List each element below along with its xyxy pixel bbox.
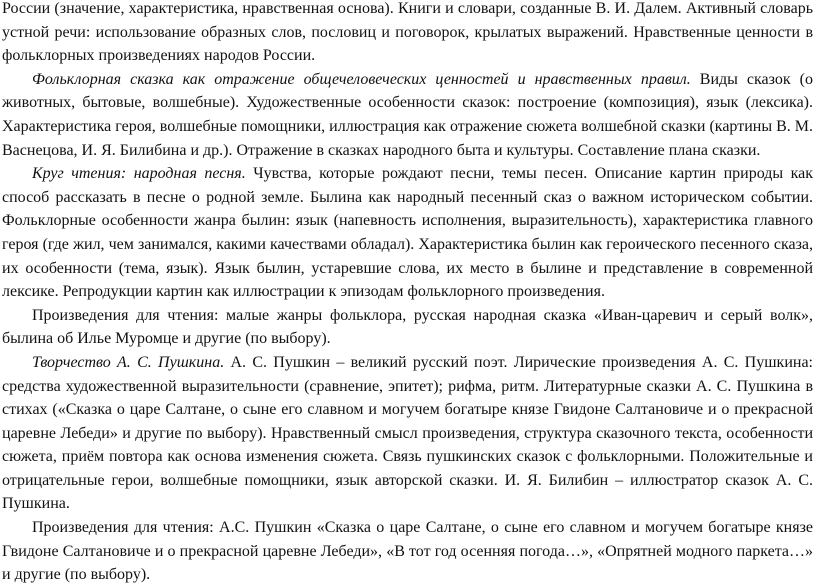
paragraph-text: Чувства, которые рождают песни, темы песен. Описание картин природы как способ рассказать в песне о родной земле. Былина как народный песенный сказ о важном историческом событии. Фольклорные особенности жанра былин: язык (напевность исполнения, выразительность), характеристика главного героя (где жил, чем занимался, какими качествами обладал). Характеристика былин как героического песенного сказа, их особенности (тема, язык). Язык былин, устаревшие слова, их место в былине и представление в современной лексике. Репродукции картин как иллюстрации к эпизодам фольклорного произведения. [2, 165, 814, 301]
paragraph-text: Произведения для чтения: А.С. Пушкин «Сказка о царе Салтане, о сыне его славном и могучем богатыре князе Гвидоне Салтановиче и о прекрасной царевне Лебеди», «В тот год осенняя погода…», «Опрятней модного паркета…» и другие (по выбору). [2, 519, 813, 584]
section-heading: Творчество А. С. Пушкина. [32, 353, 225, 371]
paragraph-folk-tale [2, 68, 813, 162]
paragraph-folk-song [2, 162, 813, 304]
paragraph-text: России (значение, характеристика, нравственная основа). Книги и словари, созданные В. И. Далем. Активный словарь устной речи: использование образных слов, пословиц и поговорок, крылатых выражений. Нравственные ценности в фольклорных произведениях народов России. [2, 0, 813, 65]
section-heading: Фольклорная сказка как отражение общечеловеческих ценностей и нравственных правил. [32, 70, 691, 88]
paragraph-text: А. С. Пушкин – великий русский поэт. Лирические произведения А. С. Пушкина: средства художественной выразительности (сравнение, эпитет); рифма, ритм. Литературные сказки А. С. Пушкина в стихах («Сказка о царе Салтане, о сыне его славном и могучем богатыре князе Гвидоне Салтановиче и о прекрасной царевне Лебеди» и другие по выбору). Нравственный смысл произведения, структура сказочного текста, особенности сюжета, приём повтора как основа изменения сюжета. Связь пушкинских сказок с фольклорными. Положительные и отрицательные герои, волшебные помощники, язык авторской сказки. И. Я. Билибин – иллюстратор сказок А. С. Пушкина. [2, 353, 813, 513]
paragraph-text: Виды сказок (о животных, бытовые, волшебные). Художественные особенности сказок: построение (композиция), язык (лексика). Характеристика героя, волшебные помощники, иллюстрация как отражение сюжета волшебной сказки (картины В. М. Васнецова, И. Я. Билибина и др.). Отражение в сказках народного быта и культуры. Составление плана сказки. [2, 70, 814, 159]
paragraph-text: Произведения для чтения: малые жанры фольклора, русская народная сказка «Иван-царевич и серый волк», былина об Илье Муромце и другие (по выбору). [2, 306, 813, 348]
paragraph-russia-values [2, 0, 813, 68]
paragraph-pushkin [2, 351, 813, 516]
paragraph-reading-list-pushkin [2, 516, 813, 587]
paragraph-reading-list-folklore [2, 304, 813, 351]
section-heading: Круг чтения: народная песня. [32, 165, 246, 183]
